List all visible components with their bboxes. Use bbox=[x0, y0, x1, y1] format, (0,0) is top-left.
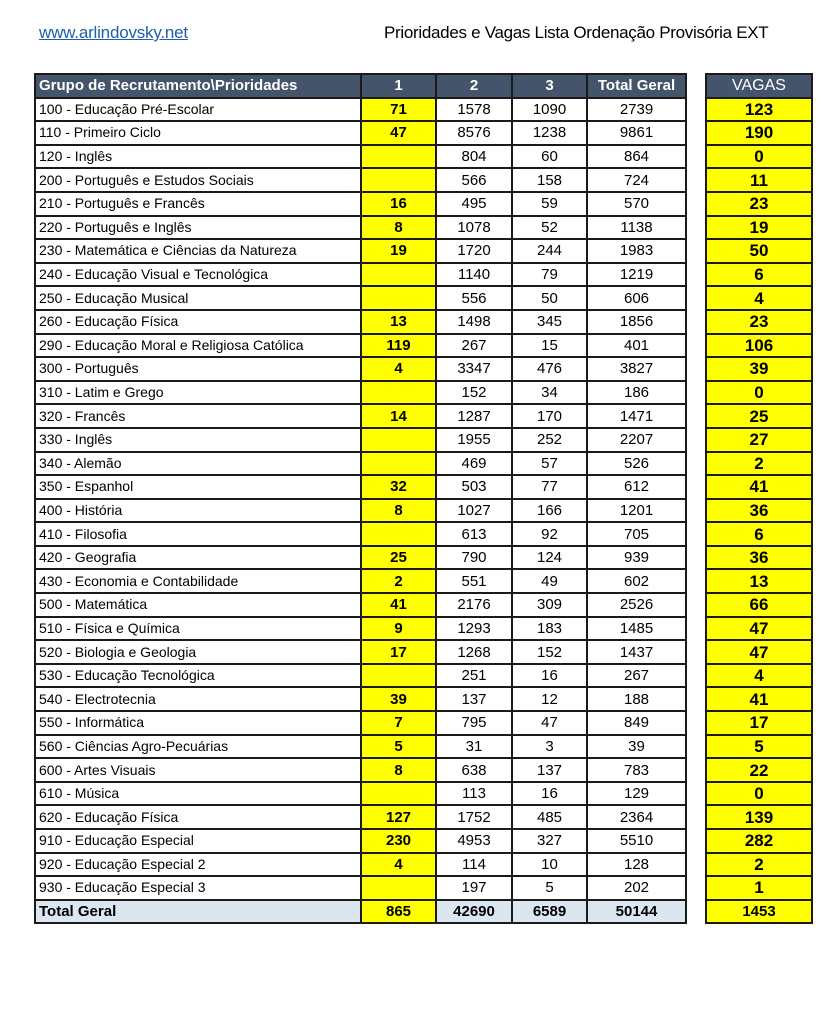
vagas-cell: 11 bbox=[706, 168, 812, 192]
group-cell: 320 - Francês bbox=[35, 404, 361, 428]
group-cell: 500 - Matemática bbox=[35, 593, 361, 617]
priority-2-cell: 469 bbox=[436, 452, 512, 476]
group-cell: 350 - Espanhol bbox=[35, 475, 361, 499]
total-cell: 2526 bbox=[587, 593, 686, 617]
total-cell: 1856 bbox=[587, 310, 686, 334]
priority-2-cell: 267 bbox=[436, 334, 512, 358]
vagas-cell: 190 bbox=[706, 121, 812, 145]
total-cell: 526 bbox=[587, 452, 686, 476]
priority-2-cell: 1293 bbox=[436, 617, 512, 641]
vagas-cell: 41 bbox=[706, 475, 812, 499]
vagas-row bbox=[706, 758, 812, 782]
vagas-row bbox=[706, 381, 812, 405]
priority-3-cell: 59 bbox=[512, 192, 587, 216]
group-cell: 330 - Inglês bbox=[35, 428, 361, 452]
site-link[interactable]: www.arlindovsky.net bbox=[39, 23, 188, 42]
group-cell: 930 - Educação Especial 3 bbox=[35, 876, 361, 900]
priority-3-cell: 34 bbox=[512, 381, 587, 405]
table-row bbox=[35, 735, 686, 759]
table-row bbox=[35, 569, 686, 593]
group-cell: 210 - Português e Francês bbox=[35, 192, 361, 216]
priority-1-cell: 71 bbox=[361, 98, 436, 122]
priority-2-cell: 8576 bbox=[436, 121, 512, 145]
priority-1-cell bbox=[361, 381, 436, 405]
priority-1-cell bbox=[361, 286, 436, 310]
total-row bbox=[35, 900, 686, 924]
priority-2-cell: 1140 bbox=[436, 263, 512, 287]
table-row bbox=[35, 286, 686, 310]
vagas-row bbox=[706, 428, 812, 452]
priority-3-cell: 12 bbox=[512, 687, 587, 711]
priority-1-cell: 32 bbox=[361, 475, 436, 499]
priority-2-cell: 31 bbox=[436, 735, 512, 759]
priority-3-cell: 1090 bbox=[512, 98, 587, 122]
priority-2-cell: 1268 bbox=[436, 640, 512, 664]
priority-3-cell: 476 bbox=[512, 357, 587, 381]
priority-1-cell bbox=[361, 664, 436, 688]
vagas-cell: 1 bbox=[706, 876, 812, 900]
priority-2-cell: 113 bbox=[436, 782, 512, 806]
group-cell: 600 - Artes Visuais bbox=[35, 758, 361, 782]
priority-3-cell: 57 bbox=[512, 452, 587, 476]
vagas-row bbox=[706, 145, 812, 169]
vagas-cell: 2 bbox=[706, 452, 812, 476]
priority-1-cell bbox=[361, 145, 436, 169]
vagas-cell: 6 bbox=[706, 522, 812, 546]
vagas-row bbox=[706, 192, 812, 216]
total-cell: 1201 bbox=[587, 499, 686, 523]
priority-2-cell: 638 bbox=[436, 758, 512, 782]
group-cell: 610 - Música bbox=[35, 782, 361, 806]
priority-1-cell: 14 bbox=[361, 404, 436, 428]
vagas-cell: 17 bbox=[706, 711, 812, 735]
total-cell: 1138 bbox=[587, 216, 686, 240]
vagas-row bbox=[706, 216, 812, 240]
vagas-row bbox=[706, 640, 812, 664]
table-row bbox=[35, 593, 686, 617]
priority-3-cell: 152 bbox=[512, 640, 587, 664]
table-row bbox=[35, 404, 686, 428]
total-label: Total Geral bbox=[35, 900, 361, 924]
priority-2-cell: 566 bbox=[436, 168, 512, 192]
vagas-cell: 106 bbox=[706, 334, 812, 358]
priority-2-cell: 3347 bbox=[436, 357, 512, 381]
priority-2-cell: 1078 bbox=[436, 216, 512, 240]
table-row bbox=[35, 664, 686, 688]
priority-2-cell: 1720 bbox=[436, 239, 512, 263]
table-row bbox=[35, 310, 686, 334]
priority-3-cell: 170 bbox=[512, 404, 587, 428]
table-row bbox=[35, 192, 686, 216]
table-row bbox=[35, 782, 686, 806]
table-row bbox=[35, 98, 686, 122]
total-cell: 267 bbox=[587, 664, 686, 688]
priority-2-cell: 4953 bbox=[436, 829, 512, 853]
total-cell: 570 bbox=[587, 192, 686, 216]
priority-1-cell bbox=[361, 522, 436, 546]
group-cell: 250 - Educação Musical bbox=[35, 286, 361, 310]
priority-3-cell: 92 bbox=[512, 522, 587, 546]
vagas-row bbox=[706, 121, 812, 145]
priority-1-cell: 16 bbox=[361, 192, 436, 216]
priority-3-cell: 166 bbox=[512, 499, 587, 523]
priority-3-cell: 3 bbox=[512, 735, 587, 759]
total-cell: 2207 bbox=[587, 428, 686, 452]
table-row bbox=[35, 452, 686, 476]
priority-2-cell: 795 bbox=[436, 711, 512, 735]
total-cell: 1471 bbox=[587, 404, 686, 428]
priority-1-cell: 9 bbox=[361, 617, 436, 641]
vagas-total: 1453 bbox=[706, 900, 812, 924]
vagas-row bbox=[706, 168, 812, 192]
priority-2-cell: 251 bbox=[436, 664, 512, 688]
group-cell: 410 - Filosofia bbox=[35, 522, 361, 546]
total-cell: 849 bbox=[587, 711, 686, 735]
priority-1-cell: 127 bbox=[361, 805, 436, 829]
vagas-cell: 41 bbox=[706, 687, 812, 711]
table-row bbox=[35, 711, 686, 735]
vagas-header-row bbox=[706, 74, 812, 98]
vagas-row bbox=[706, 475, 812, 499]
vagas-row bbox=[706, 617, 812, 641]
vagas-cell: 282 bbox=[706, 829, 812, 853]
table-row bbox=[35, 263, 686, 287]
priority-1-cell: 25 bbox=[361, 546, 436, 570]
priority-3-cell: 52 bbox=[512, 216, 587, 240]
column-header-priority-2: 2 bbox=[436, 74, 512, 98]
vagas-cell: 2 bbox=[706, 853, 812, 877]
group-cell: 510 - Física e Química bbox=[35, 617, 361, 641]
priority-2-cell: 152 bbox=[436, 381, 512, 405]
vagas-row bbox=[706, 711, 812, 735]
total-cell: 188 bbox=[587, 687, 686, 711]
total-priority-1: 865 bbox=[361, 900, 436, 924]
total-geral: 50144 bbox=[587, 900, 686, 924]
vagas-cell: 13 bbox=[706, 569, 812, 593]
vagas-table bbox=[705, 73, 813, 924]
total-cell: 1437 bbox=[587, 640, 686, 664]
priority-2-cell: 114 bbox=[436, 853, 512, 877]
vagas-cell: 47 bbox=[706, 640, 812, 664]
vagas-row bbox=[706, 687, 812, 711]
priority-1-cell: 119 bbox=[361, 334, 436, 358]
table-row bbox=[35, 428, 686, 452]
vagas-cell: 22 bbox=[706, 758, 812, 782]
vagas-row bbox=[706, 239, 812, 263]
vagas-cell: 6 bbox=[706, 263, 812, 287]
priority-1-cell: 17 bbox=[361, 640, 436, 664]
total-cell: 724 bbox=[587, 168, 686, 192]
group-cell: 530 - Educação Tecnológica bbox=[35, 664, 361, 688]
table-row bbox=[35, 546, 686, 570]
group-cell: 200 - Português e Estudos Sociais bbox=[35, 168, 361, 192]
total-priority-2: 42690 bbox=[436, 900, 512, 924]
table-row bbox=[35, 145, 686, 169]
vagas-cell: 0 bbox=[706, 381, 812, 405]
priority-3-cell: 345 bbox=[512, 310, 587, 334]
vagas-cell: 36 bbox=[706, 546, 812, 570]
document-title: Prioridades e Vagas Lista Ordenação Provisória EXT bbox=[384, 23, 769, 42]
priority-1-cell: 13 bbox=[361, 310, 436, 334]
group-cell: 560 - Ciências Agro-Pecuárias bbox=[35, 735, 361, 759]
vagas-cell: 4 bbox=[706, 286, 812, 310]
total-cell: 9861 bbox=[587, 121, 686, 145]
table-row bbox=[35, 805, 686, 829]
priority-1-cell: 7 bbox=[361, 711, 436, 735]
priority-1-cell: 8 bbox=[361, 758, 436, 782]
priority-3-cell: 309 bbox=[512, 593, 587, 617]
vagas-row bbox=[706, 664, 812, 688]
priority-3-cell: 15 bbox=[512, 334, 587, 358]
vagas-cell: 47 bbox=[706, 617, 812, 641]
total-cell: 2364 bbox=[587, 805, 686, 829]
vagas-row bbox=[706, 310, 812, 334]
vagas-cell: 123 bbox=[706, 98, 812, 122]
priority-2-cell: 551 bbox=[436, 569, 512, 593]
vagas-row bbox=[706, 404, 812, 428]
group-cell: 120 - Inglês bbox=[35, 145, 361, 169]
column-header-priority-1: 1 bbox=[361, 74, 436, 98]
priority-1-cell: 39 bbox=[361, 687, 436, 711]
vagas-cell: 27 bbox=[706, 428, 812, 452]
vagas-cell: 23 bbox=[706, 310, 812, 334]
group-cell: 920 - Educação Especial 2 bbox=[35, 853, 361, 877]
total-cell: 606 bbox=[587, 286, 686, 310]
priority-3-cell: 137 bbox=[512, 758, 587, 782]
priority-1-cell: 41 bbox=[361, 593, 436, 617]
priority-1-cell: 8 bbox=[361, 499, 436, 523]
total-cell: 5510 bbox=[587, 829, 686, 853]
priority-1-cell bbox=[361, 452, 436, 476]
table-row bbox=[35, 499, 686, 523]
group-cell: 220 - Português e Inglês bbox=[35, 216, 361, 240]
vagas-row bbox=[706, 876, 812, 900]
group-cell: 100 - Educação Pré-Escolar bbox=[35, 98, 361, 122]
table-row bbox=[35, 829, 686, 853]
priority-2-cell: 503 bbox=[436, 475, 512, 499]
total-cell: 401 bbox=[587, 334, 686, 358]
table-row bbox=[35, 239, 686, 263]
vagas-row bbox=[706, 452, 812, 476]
table-row bbox=[35, 357, 686, 381]
table-header-row bbox=[35, 74, 686, 98]
priority-3-cell: 5 bbox=[512, 876, 587, 900]
total-cell: 1219 bbox=[587, 263, 686, 287]
priority-2-cell: 1752 bbox=[436, 805, 512, 829]
priority-3-cell: 485 bbox=[512, 805, 587, 829]
vagas-cell: 25 bbox=[706, 404, 812, 428]
total-cell: 705 bbox=[587, 522, 686, 546]
vagas-cell: 0 bbox=[706, 782, 812, 806]
vagas-cell: 66 bbox=[706, 593, 812, 617]
priority-3-cell: 60 bbox=[512, 145, 587, 169]
priority-3-cell: 79 bbox=[512, 263, 587, 287]
vagas-row bbox=[706, 782, 812, 806]
table-row bbox=[35, 334, 686, 358]
priority-3-cell: 10 bbox=[512, 853, 587, 877]
table-row bbox=[35, 640, 686, 664]
priority-3-cell: 77 bbox=[512, 475, 587, 499]
column-header-group: Grupo de Recrutamento\Prioridades bbox=[35, 74, 361, 98]
priority-2-cell: 790 bbox=[436, 546, 512, 570]
table-row bbox=[35, 168, 686, 192]
priority-3-cell: 252 bbox=[512, 428, 587, 452]
vagas-row bbox=[706, 593, 812, 617]
priority-1-cell: 4 bbox=[361, 357, 436, 381]
priority-2-cell: 137 bbox=[436, 687, 512, 711]
group-cell: 230 - Matemática e Ciências da Natureza bbox=[35, 239, 361, 263]
priority-3-cell: 124 bbox=[512, 546, 587, 570]
total-priority-3: 6589 bbox=[512, 900, 587, 924]
priority-3-cell: 50 bbox=[512, 286, 587, 310]
vagas-row bbox=[706, 805, 812, 829]
priority-1-cell: 47 bbox=[361, 121, 436, 145]
column-header-vagas: VAGAS bbox=[706, 74, 812, 98]
priority-3-cell: 327 bbox=[512, 829, 587, 853]
table-row bbox=[35, 687, 686, 711]
priority-2-cell: 495 bbox=[436, 192, 512, 216]
group-cell: 340 - Alemão bbox=[35, 452, 361, 476]
group-cell: 420 - Geografia bbox=[35, 546, 361, 570]
table-row bbox=[35, 522, 686, 546]
priority-1-cell: 230 bbox=[361, 829, 436, 853]
total-cell: 612 bbox=[587, 475, 686, 499]
vagas-row bbox=[706, 522, 812, 546]
table-row bbox=[35, 617, 686, 641]
vagas-cell: 23 bbox=[706, 192, 812, 216]
vagas-row bbox=[706, 98, 812, 122]
priority-3-cell: 1238 bbox=[512, 121, 587, 145]
vagas-cell: 19 bbox=[706, 216, 812, 240]
vagas-row bbox=[706, 357, 812, 381]
vagas-cell: 139 bbox=[706, 805, 812, 829]
vagas-row bbox=[706, 735, 812, 759]
priority-1-cell: 4 bbox=[361, 853, 436, 877]
group-cell: 520 - Biologia e Geologia bbox=[35, 640, 361, 664]
vagas-total-row bbox=[706, 900, 812, 924]
vagas-cell: 0 bbox=[706, 145, 812, 169]
vagas-cell: 39 bbox=[706, 357, 812, 381]
priority-2-cell: 1027 bbox=[436, 499, 512, 523]
total-cell: 186 bbox=[587, 381, 686, 405]
group-cell: 430 - Economia e Contabilidade bbox=[35, 569, 361, 593]
total-cell: 129 bbox=[587, 782, 686, 806]
total-cell: 783 bbox=[587, 758, 686, 782]
group-cell: 910 - Educação Especial bbox=[35, 829, 361, 853]
priorities-table bbox=[34, 73, 687, 924]
vagas-row bbox=[706, 286, 812, 310]
priority-3-cell: 47 bbox=[512, 711, 587, 735]
table-row bbox=[35, 876, 686, 900]
total-cell: 202 bbox=[587, 876, 686, 900]
table-row bbox=[35, 216, 686, 240]
group-cell: 110 - Primeiro Ciclo bbox=[35, 121, 361, 145]
group-cell: 290 - Educação Moral e Religiosa Católica bbox=[35, 334, 361, 358]
priority-1-cell bbox=[361, 428, 436, 452]
group-cell: 240 - Educação Visual e Tecnológica bbox=[35, 263, 361, 287]
group-cell: 400 - História bbox=[35, 499, 361, 523]
priority-3-cell: 244 bbox=[512, 239, 587, 263]
priority-1-cell: 5 bbox=[361, 735, 436, 759]
vagas-cell: 50 bbox=[706, 239, 812, 263]
priority-2-cell: 804 bbox=[436, 145, 512, 169]
priority-3-cell: 16 bbox=[512, 664, 587, 688]
total-cell: 864 bbox=[587, 145, 686, 169]
priority-3-cell: 16 bbox=[512, 782, 587, 806]
priority-1-cell bbox=[361, 782, 436, 806]
total-cell: 1485 bbox=[587, 617, 686, 641]
vagas-row bbox=[706, 499, 812, 523]
priority-1-cell bbox=[361, 876, 436, 900]
priority-2-cell: 613 bbox=[436, 522, 512, 546]
group-cell: 260 - Educação Física bbox=[35, 310, 361, 334]
group-cell: 310 - Latim e Grego bbox=[35, 381, 361, 405]
priority-2-cell: 2176 bbox=[436, 593, 512, 617]
priority-2-cell: 1578 bbox=[436, 98, 512, 122]
group-cell: 620 - Educação Física bbox=[35, 805, 361, 829]
priority-2-cell: 556 bbox=[436, 286, 512, 310]
total-cell: 939 bbox=[587, 546, 686, 570]
total-cell: 1983 bbox=[587, 239, 686, 263]
vagas-row bbox=[706, 263, 812, 287]
vagas-cell: 5 bbox=[706, 735, 812, 759]
group-cell: 540 - Electrotecnia bbox=[35, 687, 361, 711]
vagas-cell: 4 bbox=[706, 664, 812, 688]
group-cell: 550 - Informática bbox=[35, 711, 361, 735]
priority-1-cell bbox=[361, 263, 436, 287]
column-header-priority-3: 3 bbox=[512, 74, 587, 98]
table-row bbox=[35, 853, 686, 877]
priority-2-cell: 1955 bbox=[436, 428, 512, 452]
vagas-row bbox=[706, 853, 812, 877]
priority-3-cell: 49 bbox=[512, 569, 587, 593]
priority-2-cell: 1498 bbox=[436, 310, 512, 334]
priority-1-cell: 19 bbox=[361, 239, 436, 263]
table-row bbox=[35, 475, 686, 499]
table-row bbox=[35, 381, 686, 405]
vagas-row bbox=[706, 546, 812, 570]
priority-1-cell: 2 bbox=[361, 569, 436, 593]
table-row bbox=[35, 121, 686, 145]
priority-3-cell: 183 bbox=[512, 617, 587, 641]
priority-2-cell: 197 bbox=[436, 876, 512, 900]
vagas-row bbox=[706, 334, 812, 358]
total-cell: 2739 bbox=[587, 98, 686, 122]
priority-1-cell: 8 bbox=[361, 216, 436, 240]
table-row bbox=[35, 758, 686, 782]
column-header-total: Total Geral bbox=[587, 74, 686, 98]
priority-1-cell bbox=[361, 168, 436, 192]
priority-2-cell: 1287 bbox=[436, 404, 512, 428]
group-cell: 300 - Português bbox=[35, 357, 361, 381]
total-cell: 602 bbox=[587, 569, 686, 593]
total-cell: 39 bbox=[587, 735, 686, 759]
vagas-row bbox=[706, 569, 812, 593]
priority-3-cell: 158 bbox=[512, 168, 587, 192]
vagas-row bbox=[706, 829, 812, 853]
vagas-cell: 36 bbox=[706, 499, 812, 523]
total-cell: 128 bbox=[587, 853, 686, 877]
total-cell: 3827 bbox=[587, 357, 686, 381]
